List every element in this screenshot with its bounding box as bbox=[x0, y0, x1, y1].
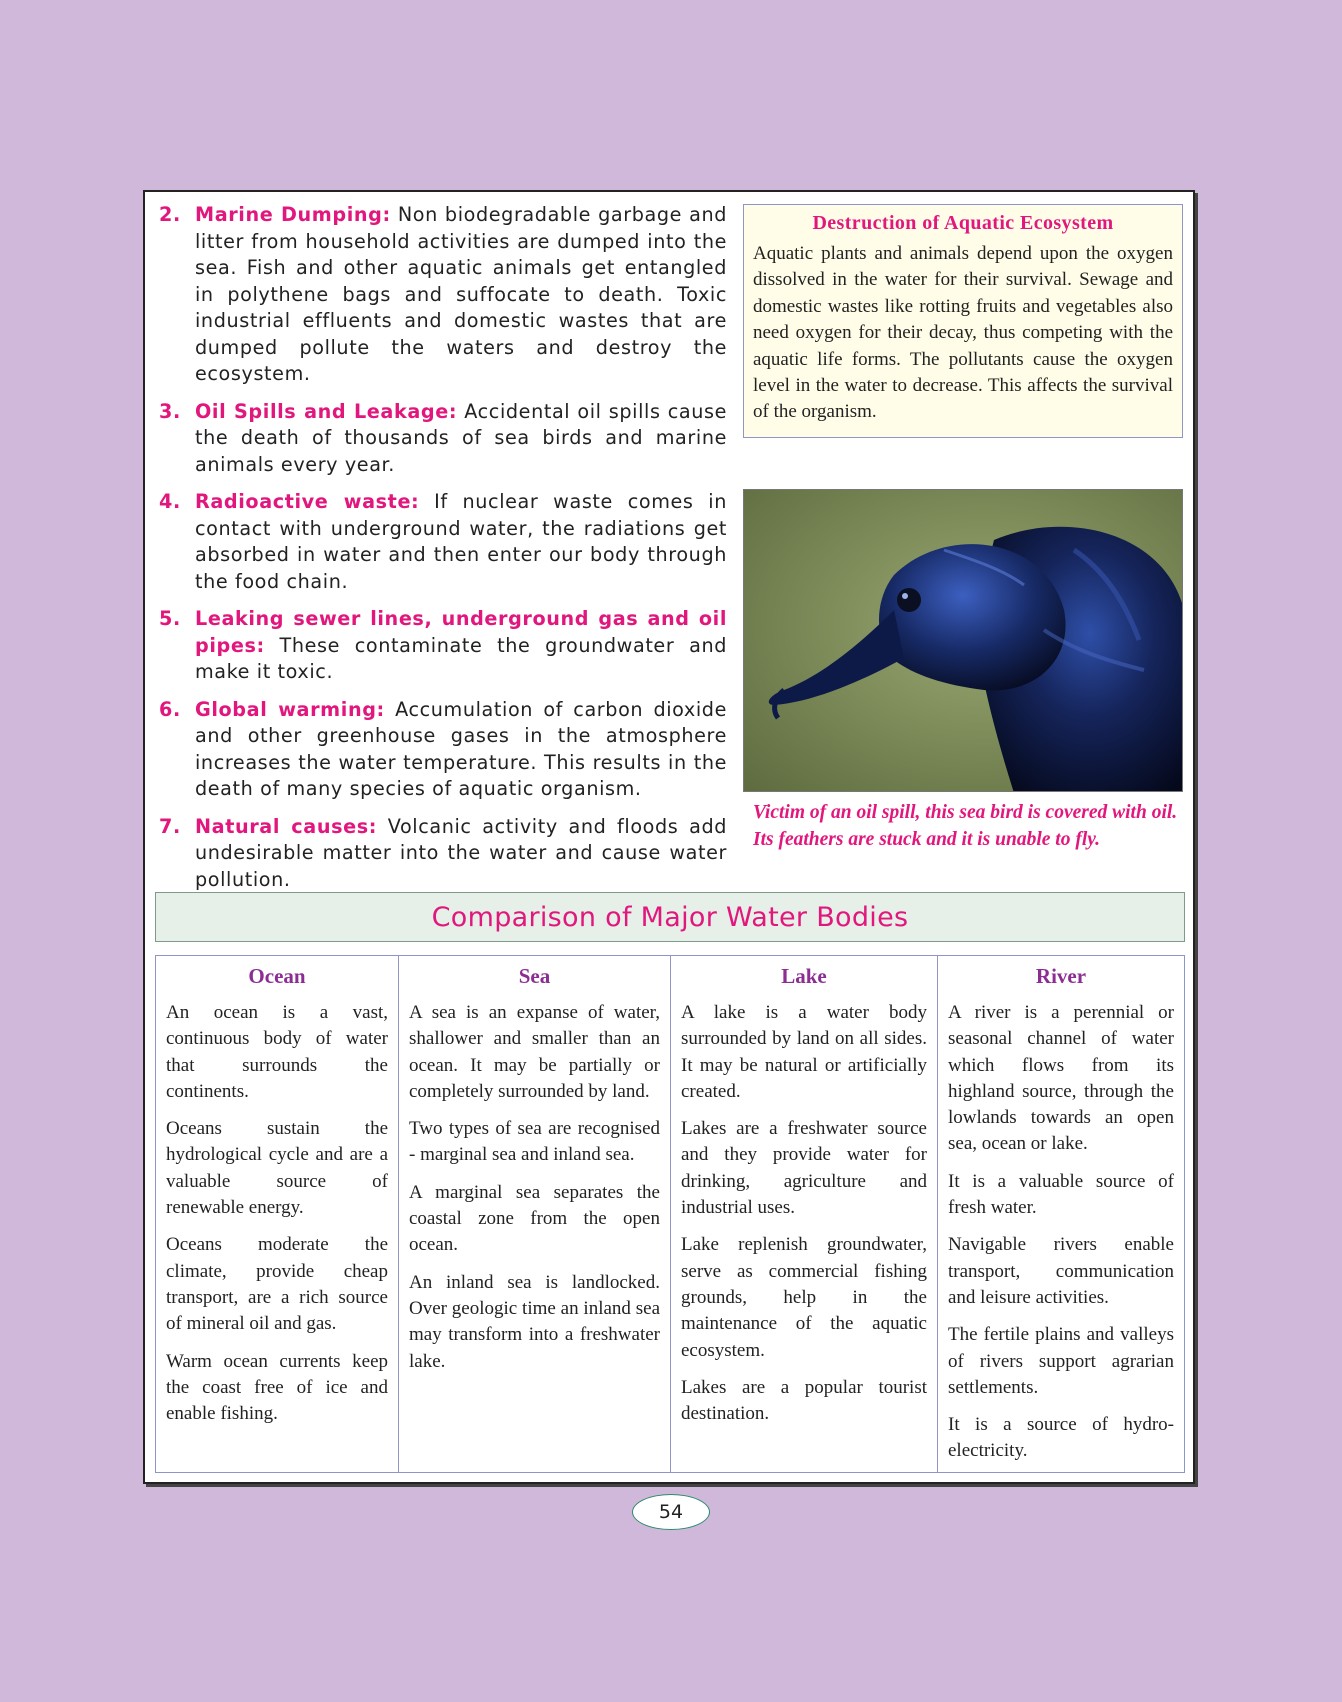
column-paragraph: Lake replenish groundwater, serve as commercial fishing grounds, help in the maintenance of the aquatic ecosystem. bbox=[681, 1234, 927, 1361]
item-heading: Oil Spills and Leakage: bbox=[195, 399, 458, 423]
column-paragraph: A sea is an expanse of water, shallower and smaller than an ocean. It may be partially or completely surrounded by land. bbox=[409, 1002, 660, 1102]
column-paragraph: Lakes are a freshwater source and they provide water for drinking, agriculture and industrial uses. bbox=[681, 1118, 927, 1219]
info-box-title: Destruction of Aquatic Ecosystem bbox=[812, 212, 1114, 234]
item-number: 3. bbox=[159, 399, 181, 423]
item-number: 5. bbox=[159, 607, 181, 630]
oil-covered-bird-photo bbox=[743, 489, 1183, 792]
list-item bbox=[159, 814, 727, 894]
comparison-title: Comparison of Major Water Bodies bbox=[431, 901, 909, 933]
column-paragraph: It is a valuable source of fresh water. bbox=[948, 1170, 1174, 1219]
column-paragraph: Two types of sea are recognised - marginal sea and inland sea. bbox=[409, 1118, 660, 1166]
column-paragraph: Warm ocean currents keep the coast free of ice and enable fishing. bbox=[166, 1350, 388, 1425]
table-column-river bbox=[938, 956, 1184, 1472]
bird-illustration bbox=[744, 490, 1183, 792]
item-heading: Leaking sewer lines, underground gas and oil pipes: bbox=[195, 607, 727, 657]
item-text: Accidental oil spills cause the death of thousands of sea birds and marine animals every year. bbox=[195, 399, 727, 476]
item-heading: Radioactive waste: bbox=[195, 490, 420, 513]
column-heading: River bbox=[1035, 964, 1087, 988]
column-paragraph: Lakes are a popular tourist destination. bbox=[681, 1376, 927, 1425]
info-box-text: Aquatic plants and animals depend upon the oxygen dissolved in the water for their survival. Sewage and domestic wastes like rotting fruits and vegetables also need oxygen for their decay, thus competing with the aquatic life forms. The pollutants cause the oxygen level in the water to decrease. This affects the survival of the organism. bbox=[753, 243, 1173, 423]
page-frame bbox=[143, 190, 1195, 1484]
column-heading: Sea bbox=[518, 964, 551, 988]
list-item bbox=[159, 606, 727, 686]
item-heading: Global warming: bbox=[195, 697, 385, 721]
comparison-table bbox=[155, 955, 1185, 1473]
list-item bbox=[159, 202, 727, 388]
column-paragraph: The fertile plains and valleys of rivers support agrarian settlements. bbox=[948, 1324, 1174, 1398]
table-column-sea bbox=[399, 956, 671, 1472]
column-paragraph: A river is a perennial or seasonal channel of water which flows from its highland source, through the lowlands towards an open sea, ocean or lake. bbox=[948, 1002, 1174, 1155]
item-text: If nuclear waste comes in contact with underground water, the radiations get absorbed in water and then enter our body through the food chain. bbox=[195, 490, 727, 593]
column-paragraph: Oceans moderate the climate, provide cheap transport, are a rich source of mineral oil and gas. bbox=[166, 1234, 388, 1335]
item-number: 7. bbox=[159, 814, 181, 838]
item-heading: Natural causes: bbox=[195, 814, 378, 838]
column-heading: Ocean bbox=[248, 964, 306, 988]
column-paragraph: An inland sea is landlocked. Over geologic time an inland sea may transform into a freshwater lake. bbox=[409, 1271, 660, 1372]
column-paragraph: A lake is a water body surrounded by land on all sides. It may be natural or artificially created. bbox=[681, 1002, 927, 1102]
column-heading: Lake bbox=[781, 964, 827, 988]
item-text: Accumulation of carbon dioxide and other greenhouse gases in the atmosphere increases the water temperature. This results in the death of many species of aquatic organism. bbox=[195, 697, 727, 800]
column-paragraph: An ocean is a vast, continuous body of water that surrounds the continents. bbox=[166, 1002, 388, 1102]
list-item bbox=[159, 489, 727, 595]
column-paragraph: A marginal sea separates the coastal zone from the open ocean. bbox=[409, 1181, 660, 1256]
info-box bbox=[743, 204, 1183, 438]
item-text: These contaminate the groundwater and make it toxic. bbox=[195, 633, 727, 683]
list-item bbox=[159, 697, 727, 803]
list-item bbox=[159, 399, 727, 479]
column-paragraph: Oceans sustain the hydrological cycle and are a valuable source of renewable energy. bbox=[166, 1118, 388, 1219]
item-number: 2. bbox=[159, 203, 181, 226]
item-number: 6. bbox=[159, 697, 181, 721]
item-text: Volcanic activity and floods add undesirable matter into the water and cause water pollution. bbox=[195, 814, 728, 891]
page-number: 54 bbox=[632, 1494, 710, 1530]
item-number: 4. bbox=[159, 490, 181, 513]
table-column-lake bbox=[671, 956, 938, 1472]
column-paragraph: Navigable rivers enable transport, communication and leisure activities. bbox=[948, 1234, 1174, 1308]
comparison-banner bbox=[155, 892, 1185, 942]
item-text: Non biodegradable garbage and litter from household activities are dumped into the sea. Fish and other aquatic animals get entangled in polythene bags and suffocate to death. Toxic industrial effluents and domestic wastes that are dumped pollute the waters and destroy the ecosystem. bbox=[195, 203, 727, 385]
table-column-ocean bbox=[156, 956, 399, 1472]
item-heading: Marine Dumping: bbox=[195, 203, 391, 226]
photo-caption: Victim of an oil spill, this sea bird is covered with oil. Its feathers are stuck and it is unable to fly. bbox=[753, 802, 1178, 850]
pollution-causes-list bbox=[159, 202, 727, 904]
column-paragraph: It is a source of hydro-electricity. bbox=[948, 1414, 1174, 1462]
